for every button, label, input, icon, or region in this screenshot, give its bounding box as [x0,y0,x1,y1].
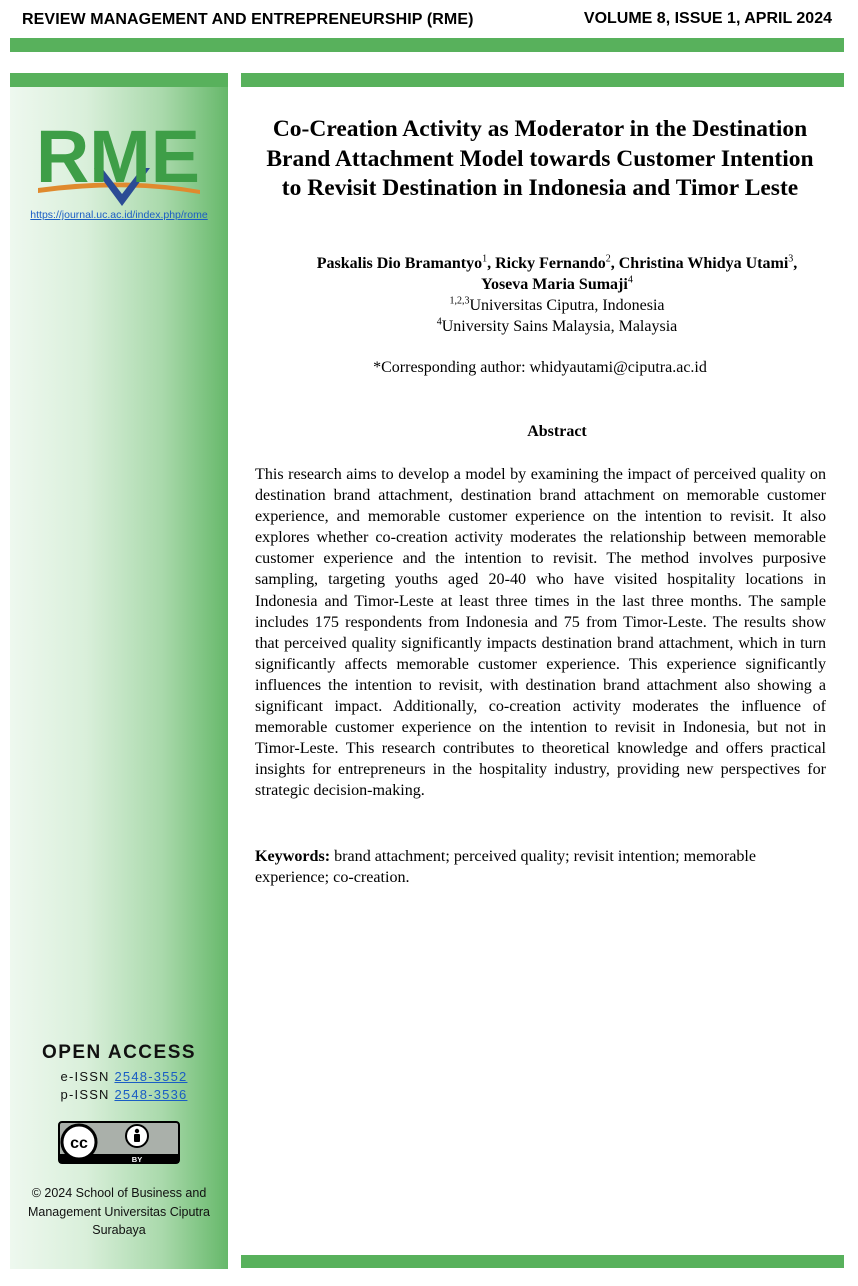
journal-url-link[interactable]: https://journal.uc.ac.id/index.php/rome [30,209,208,221]
main-top-bar [241,73,844,87]
main-bottom-bar [241,1255,844,1268]
pissn-link[interactable]: 2548-3536 [114,1087,188,1102]
author-name: Christina Whidya Utami [618,255,789,272]
open-access-label: OPEN ACCESS [41,1042,197,1063]
rme-logo [34,118,202,206]
keywords-label: Keywords: [255,848,331,865]
author-sup: 4 [627,274,633,286]
author-sep: , [487,255,496,272]
eissn-link[interactable]: 2548-3552 [114,1069,188,1084]
authors-block [296,253,818,337]
affiliation-text: University Sains Malaysia, Malaysia [441,318,678,335]
affiliation [296,295,818,316]
volume-info: VOLUME 8, ISSUE 1, APRIL 2024 [583,10,832,27]
by-text: BY [131,1155,143,1164]
top-green-bar [10,38,844,52]
abstract-text: This research aims to develop a model by examining the impact of perceived quality on destination brand attachment, destination brand attachment on memorable customer experience, and memorable customer experience on the intention to revisit. It also explores whether co-creation activity moderates the relationship between memorable customer experience and the intention to revisit. The method involves purposive sampling, targeting youths aged 20-40 who have visited hospitality locations in Indonesia and Timor-Leste at least three times in the last three months. The sample includes 175 respondents from Indonesia and 75 from Timor-Leste. The results show that perceived quality significantly impacts destination brand attachment, which in turn significantly affects memorable customer experience. This experience significantly influences the intention to revisit, with destination brand attachment also showing a significant impact. Additionally, co-creation activity moderates the influence of memorable customer experience on the intention to revisit in Indonesia, but not in Timor-Leste. This research contributes to theoretical knowledge and offers practical insights for entrepreneurs in the hospitality industry, providing new perspectives for strategic decision-making. [255,466,826,800]
keywords-text: brand attachment; perceived quality; revisit intention; memorable experience; co-creation. [255,848,756,887]
author-name: Yoseva Maria Sumaji [481,276,628,293]
sidebar-top-bar [10,73,228,87]
author-sep: , [610,255,619,272]
pissn-label: p-ISSN [60,1087,110,1102]
eissn-label: e-ISSN [60,1069,110,1084]
author-sep: , [793,255,798,272]
keywords [255,846,826,888]
author-name: Paskalis Dio Bramantyo [316,255,483,272]
author-sup: 3 [788,253,794,265]
author-list [296,253,818,295]
paper-title: Co-Creation Activity as Moderator in the Destination Brand Attachment Model towards Customer Intention to Revisit Destination in Indonesia and Timor Leste [266,116,814,201]
affiliation-sup: 1,2,3 [449,295,470,307]
logo-text: RME [36,118,200,198]
author-sup: 2 [605,253,611,265]
copyright-notice: © 2024 School of Business and Management Universitas Ciputra Surabaya [27,1186,211,1237]
pissn-row [10,1087,238,1102]
abstract-heading: Abstract [527,423,587,440]
author-name: Ricky Fernando [495,255,606,272]
affiliation-text: Universitas Ciputra, Indonesia [469,297,665,314]
author-sup: 1 [482,253,488,265]
cc-by-license-badge[interactable] [58,1121,180,1164]
journal-name: REVIEW MANAGEMENT AND ENTREPRENEURSHIP (RME) [22,11,474,28]
eissn-row [10,1069,238,1084]
cc-text: cc [70,1135,88,1152]
affiliation-sup: 4 [436,316,442,328]
corresponding-author: *Corresponding author: whidyautami@ciputra.ac.id [373,359,707,376]
affiliation [296,316,818,337]
